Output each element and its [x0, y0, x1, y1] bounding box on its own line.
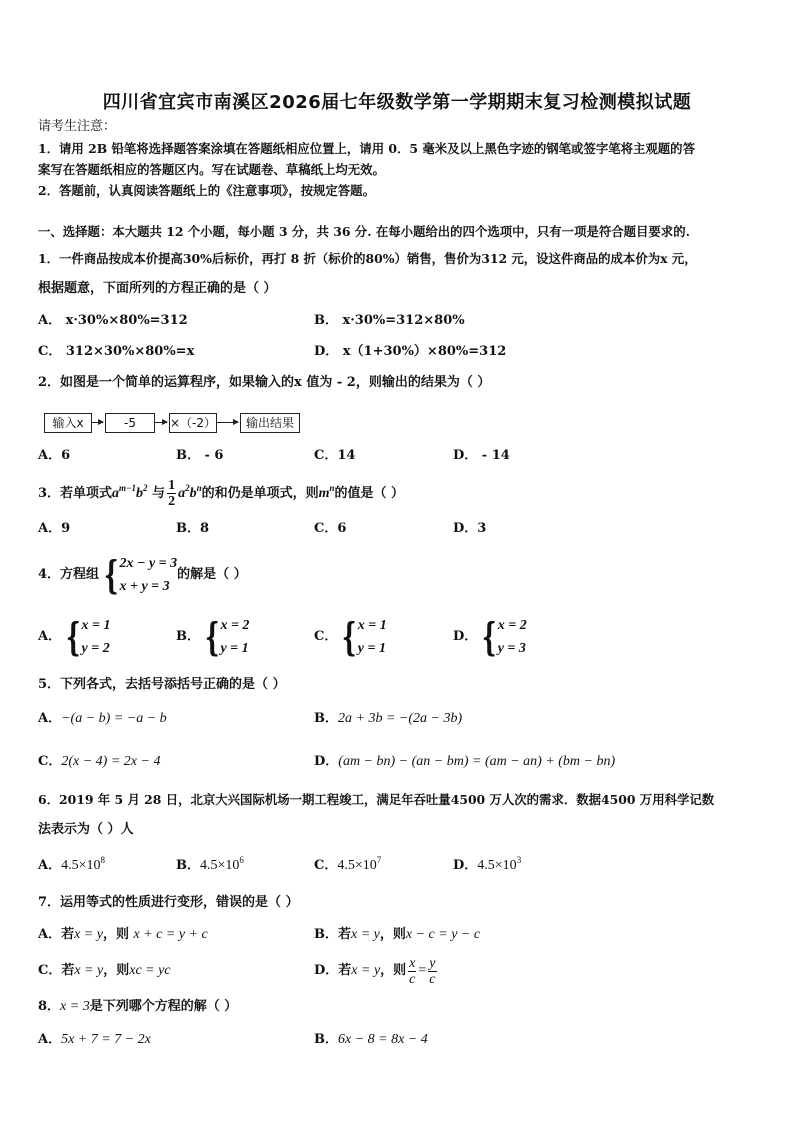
q3-stem-pre: 3．若单项式 [38, 486, 113, 501]
notice-item-1-line-1: 1．请用 2B 铅笔将选择题答案涂填在答题纸相应位置上，请用 0．5 毫米及以上黑色字迹的钢笔或签字笔将主观题的答 [38, 141, 695, 156]
q2-option-d: D． - 14 [453, 448, 510, 463]
q3-option-c: C．6 [314, 521, 347, 536]
notice-item-2: 2．答题前，认真阅读答题纸上的《注意事项》，按规定答题。 [38, 183, 375, 198]
q8-option-b: B．6x − 8 = 8x − 4 [314, 1032, 428, 1047]
q4-stem [38, 552, 247, 598]
q8-stem: 8．x = 3是下列哪个方程的解（ ） [38, 999, 238, 1014]
q2-option-a: A．6 [38, 448, 71, 463]
flow-output-box: 输出结果 [240, 413, 300, 433]
flow-arrow [216, 422, 238, 423]
q6-stem-line-1: 6．2019 年 5 月 28 日，北京大兴国际机场一期工程竣工，满足年吞吐量4500 万人次的需求．数据4500 万用科学记数 [38, 792, 715, 807]
q7-option-b: B．若x = y，则x − c = y − c [314, 927, 481, 942]
q7-option-a: A．若x = y，则 x + c = y + c [38, 927, 208, 942]
q7-option-d: D．若 x = y ，则 $\frac{x}{c}$ = $\frac{y}{c}$ [314, 955, 436, 987]
brace-icon: { [204, 614, 220, 659]
section-heading: 一、选择题：本大题共 12 个小题，每小题 3 分，共 36 分. 在每小题给出的四个选项中，只有一项是符合题目要求的. [38, 224, 690, 239]
q3-stem-post2: 的值是（ ） [334, 486, 405, 501]
flow-multiply-box: ×（-2） [169, 413, 217, 433]
q6-option-b: B．$4.5\times 10^6$ [176, 855, 244, 873]
q3-fraction: $\frac{1}{2}$ [168, 478, 176, 509]
q1-option-a: A． x·30%×80%=312 [38, 313, 188, 328]
brace-icon: { [65, 614, 81, 659]
q8-option-a: A．5x + 7 = 7 − 2x [38, 1032, 151, 1047]
q5-option-d: D．(am − bn) − (an − bm) = (am − an) + (bm − bn) [314, 754, 616, 769]
q1-stem-line-2: 根据题意，下面所列的方程正确的是（ ） [38, 281, 277, 296]
q3-stem-mid: 与 [152, 486, 166, 501]
flow-subtract-box: -5 [105, 413, 155, 433]
q3-option-a: A．9 [38, 521, 71, 536]
notice-heading: 请考生注意： [38, 119, 117, 134]
q6-option-c: C．$4.5\times 10^7$ [314, 855, 382, 873]
q1-option-c: C． 312×30%×80%=x [38, 344, 195, 359]
q6-option-a: A．$4.5\times 10^8$ [38, 855, 105, 873]
q6-stem-line-2: 法表示为（ ）人 [38, 822, 134, 837]
flow-arrow [154, 422, 167, 423]
q4-option-d: D． { x = 2 y = 3 [453, 614, 527, 659]
q1-option-d: D． x（1+30%）×80%=312 [314, 344, 507, 359]
q5-option-b: B．2a + 3b = −(2a − 3b) [314, 711, 463, 726]
q4-option-a: A． { x = 1 y = 2 [38, 614, 111, 659]
q2-option-c: C．14 [314, 448, 356, 463]
q7-stem: 7．运用等式的性质进行变形，错误的是（ ） [38, 895, 299, 910]
q4-stem-pre: 4．方程组 [38, 567, 100, 582]
q3-ask-term: $m^n$ [318, 483, 335, 501]
q2-option-b: B． - 6 [176, 448, 224, 463]
notice-item-1-line-2: 案写在答题纸相应的答题区内。写在试题卷、草稿纸上均无效。 [38, 162, 385, 177]
q3-term1: $a^{m-1}b^2$ [112, 483, 148, 501]
q5-stem: 5．下列各式，去括号添括号正确的是（ ） [38, 677, 286, 692]
page-title: 四川省宜宾市南溪区2026届七年级数学第一学期期末复习检测模拟试题 [102, 92, 692, 113]
q6-option-d: D．$4.5\times 10^3$ [453, 855, 522, 873]
brace-icon: { [103, 552, 119, 597]
q4-stem-post: 的解是（ ） [177, 567, 247, 582]
flow-arrow [91, 422, 103, 423]
q1-option-b: B． x·30%=312×80% [314, 313, 465, 328]
q2-stem: 2．如图是一个简单的运算程序，如果输入的x 值为 - 2，则输出的结果为（ ） [38, 375, 491, 390]
q4-option-c: C． { x = 1 y = 1 [314, 614, 387, 659]
q4-option-b: B． { x = 2 y = 1 [176, 614, 250, 659]
q4-system: 2x − y = 3 x + y = 3 [119, 556, 178, 594]
q3-option-d: D．3 [453, 521, 487, 536]
flow-input-box: 输入x [44, 413, 92, 433]
q3-term2: $a^2b^n$ [178, 483, 202, 501]
q3-option-b: B．8 [176, 521, 210, 536]
brace-icon: { [482, 614, 497, 659]
q1-stem-line-1: 1．一件商品按成本价提高30%后标价，再打 8 折（标价的80%）销售，售价为312 元，设这件商品的成本价为x 元， [38, 251, 697, 266]
q5-option-c: C．2(x − 4) = 2x − 4 [38, 754, 161, 769]
q5-option-a: A．−(a − b) = −a − b [38, 711, 167, 726]
brace-icon: { [342, 614, 357, 659]
q7-option-c: C．若x = y，则xc = yc [38, 963, 171, 978]
q3-stem-post: 的和仍是单项式，则 [201, 486, 319, 501]
q3-stem [38, 476, 404, 512]
